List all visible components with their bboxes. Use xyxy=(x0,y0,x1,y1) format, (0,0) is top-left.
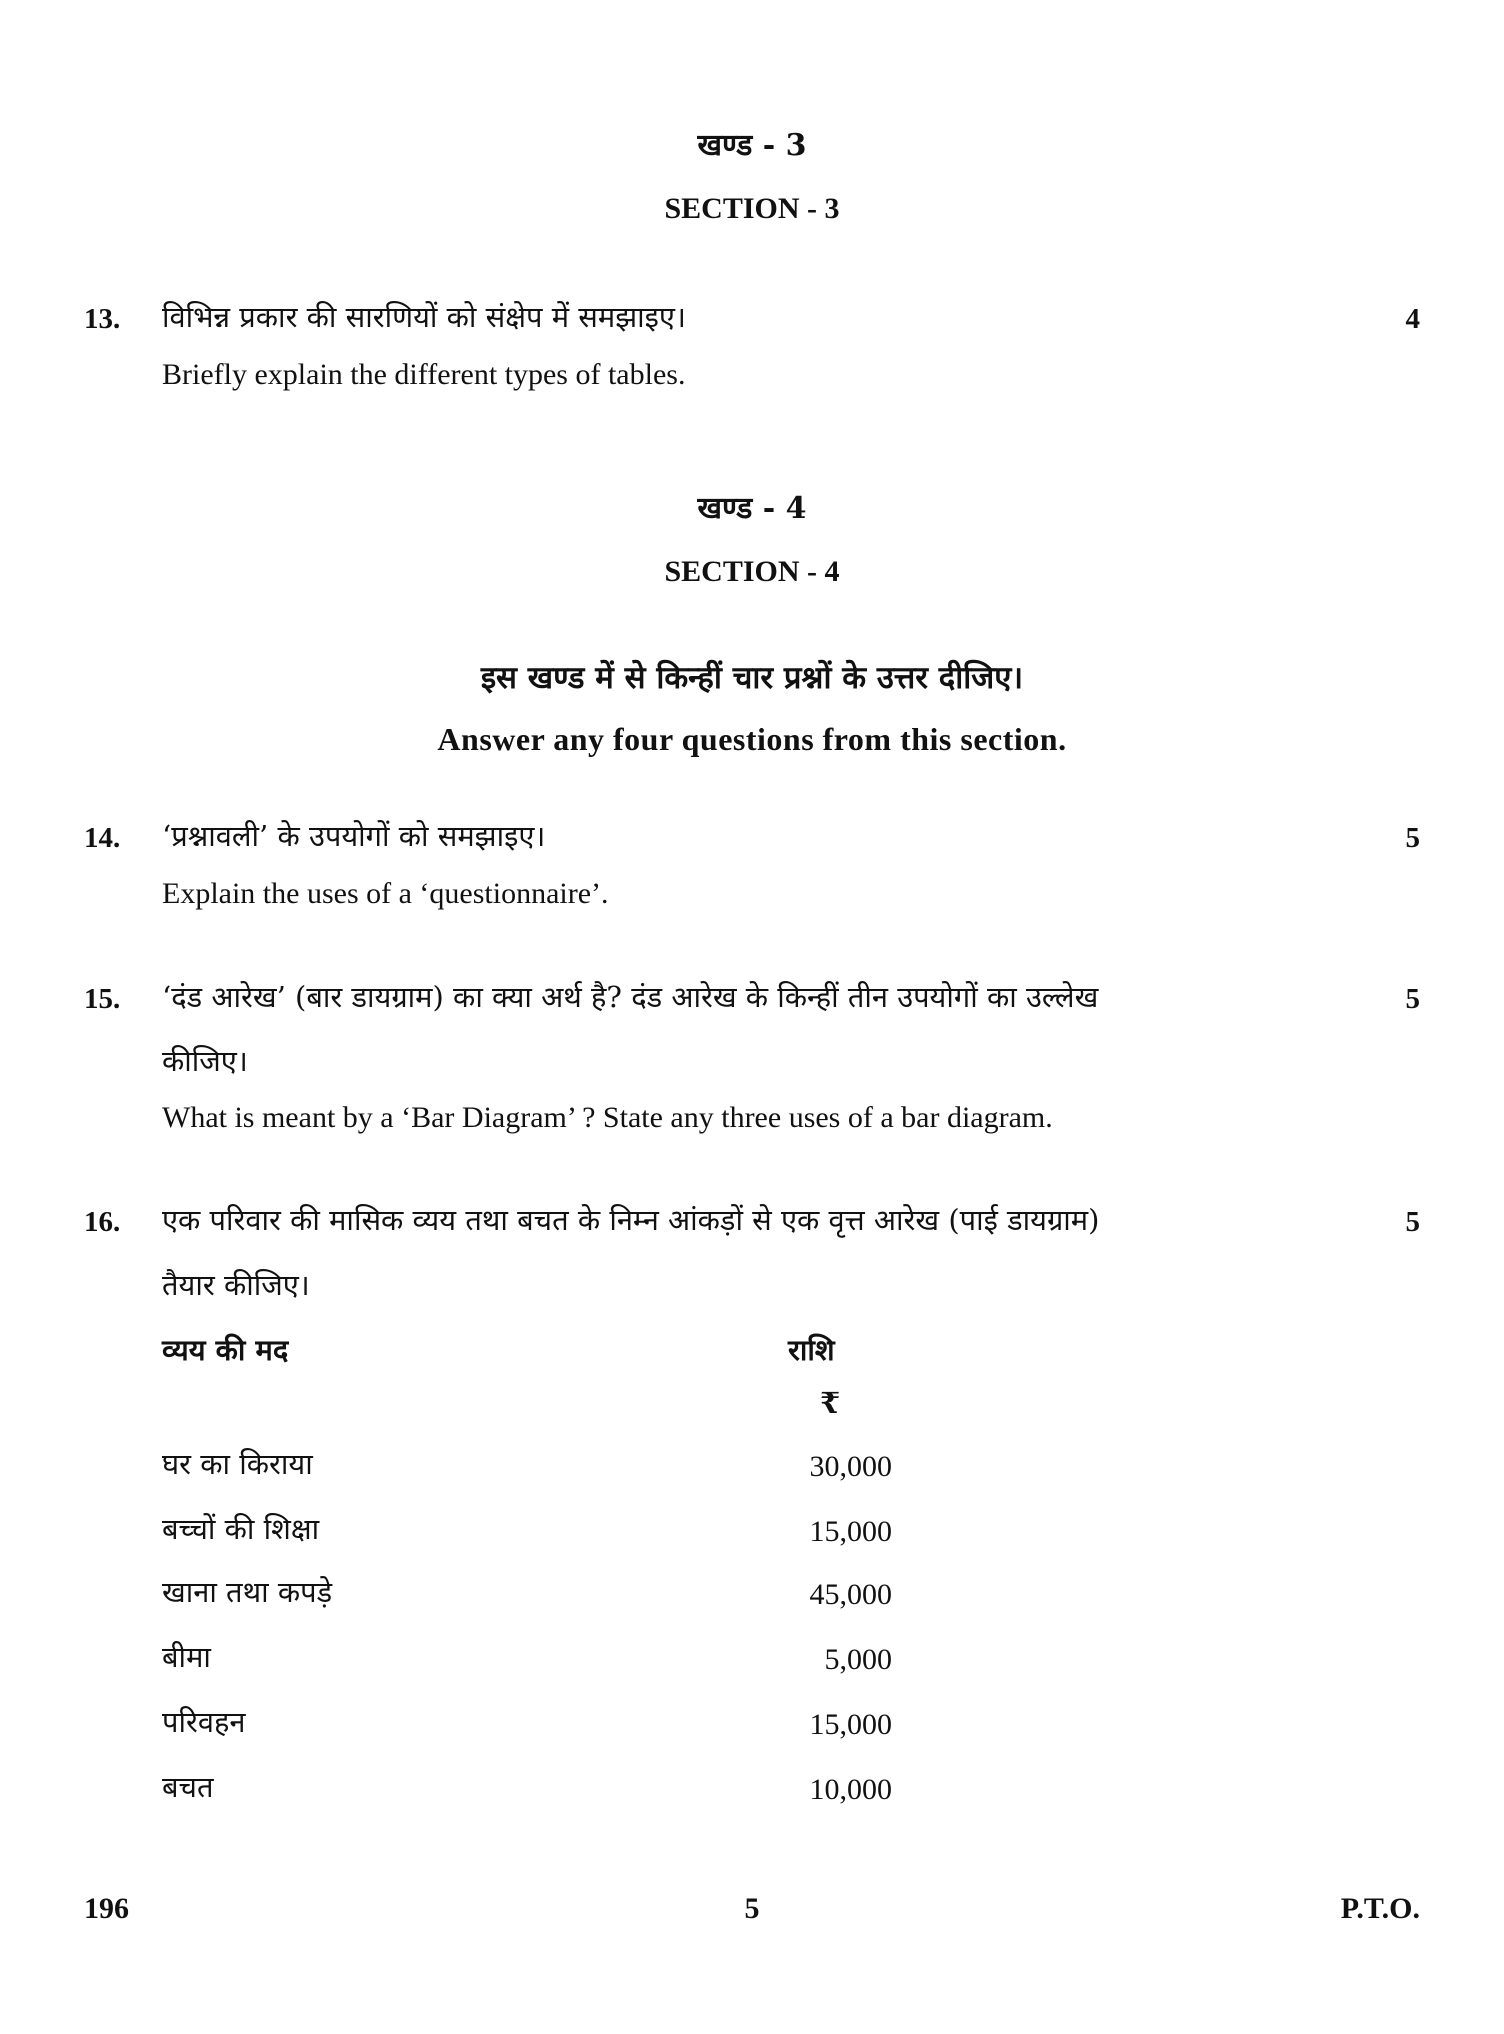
section-3-heading-hindi: खण्ड - 3 xyxy=(697,128,807,163)
row-amount: 45,000 xyxy=(809,1578,892,1611)
question-text-hindi-line-1: एक परिवार की मासिक व्यय तथा बचत के निम्न आंकड़ों से एक वृत्त आरेख (पाई डायग्राम) xyxy=(162,1203,1100,1237)
please-turn-over: P.T.O. xyxy=(1340,1892,1420,1925)
row-amount: 5,000 xyxy=(824,1643,892,1676)
rupee-symbol: ₹ xyxy=(820,1386,841,1420)
row-item: बीमा xyxy=(162,1640,211,1674)
section-instruction-hindi: इस खण्ड में से किन्हीं चार प्रश्नों के उत्तर दीजिए। xyxy=(480,660,1024,696)
question-text-english: Explain the uses of a ‘questionnaire’. xyxy=(162,877,609,910)
question-number: 14. xyxy=(84,822,121,854)
column-header-amount: राशि xyxy=(788,1333,835,1367)
row-amount: 10,000 xyxy=(809,1773,892,1806)
question-text-hindi: ‘प्रश्नावली’ के उपयोगों को समझाइए। xyxy=(162,819,546,853)
column-header-item: व्यय की मद xyxy=(162,1333,289,1367)
question-text-hindi-line-1: ‘दंड आरेख’ (बार डायग्राम) का क्या अर्थ है? दंड आरेख के किन्हीं तीन उपयोगों का उल्लेख xyxy=(162,980,1099,1014)
question-number: 16. xyxy=(84,1206,121,1238)
row-amount: 30,000 xyxy=(809,1450,892,1483)
paper-code: 196 xyxy=(84,1892,129,1925)
section-3-heading: SECTION - 3 xyxy=(664,192,840,225)
question-number: 13. xyxy=(84,303,121,335)
row-item: खाना तथा कपड़े xyxy=(162,1575,333,1609)
row-amount: 15,000 xyxy=(809,1515,892,1548)
question-text-hindi-line-2: कीजिए। xyxy=(162,1044,248,1078)
question-marks: 5 xyxy=(1405,983,1420,1015)
question-text-english: Briefly explain the different types of tables. xyxy=(162,358,686,391)
question-marks: 5 xyxy=(1405,1206,1420,1238)
question-number: 15. xyxy=(84,983,121,1015)
row-item: बचत xyxy=(162,1770,214,1804)
page-number: 5 xyxy=(744,1892,760,1925)
question-marks: 4 xyxy=(1405,303,1420,335)
section-instruction: Answer any four questions from this section. xyxy=(437,721,1067,757)
row-item: बच्चों की शिक्षा xyxy=(162,1512,320,1546)
question-text-hindi-line-2: तैयार कीजिए। xyxy=(162,1268,310,1302)
section-4-heading: SECTION - 4 xyxy=(664,555,840,588)
question-text-hindi: विभिन्न प्रकार की सारणियों को संक्षेप में समझाइए। xyxy=(162,300,686,334)
row-amount: 15,000 xyxy=(809,1708,892,1741)
section-4-heading-hindi: खण्ड - 4 xyxy=(697,491,807,526)
question-text-english: What is meant by a ‘Bar Diagram’ ? State any three uses of a bar diagram. xyxy=(162,1101,1053,1134)
row-item: परिवहन xyxy=(162,1705,246,1739)
question-marks: 5 xyxy=(1405,822,1420,854)
row-item: घर का किराया xyxy=(162,1447,313,1481)
